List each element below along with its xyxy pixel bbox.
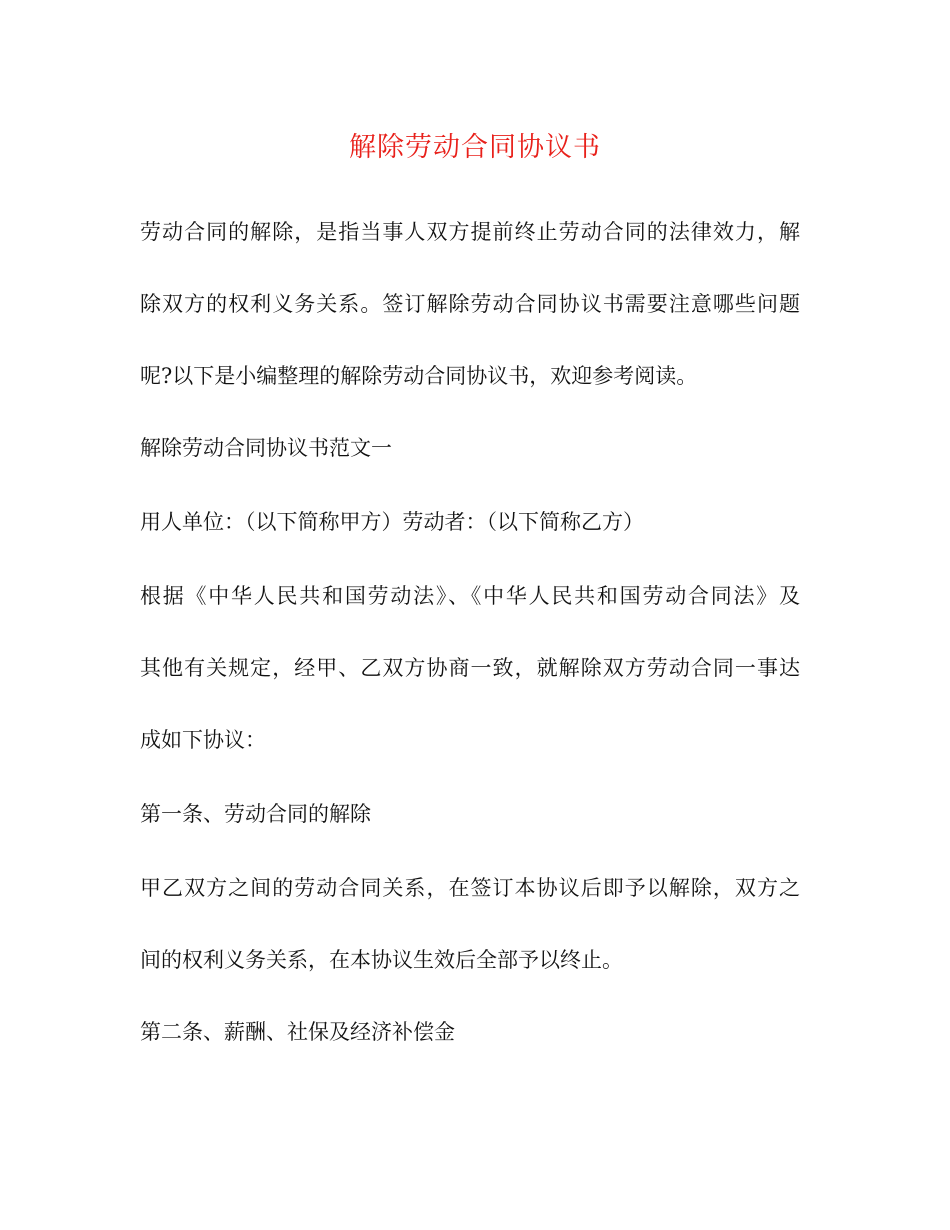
- section-heading: 解除劳动合同协议书范文一: [140, 436, 392, 460]
- paragraph-line: 根据《中华人民共和国劳动法》、《中华人民共和国劳动合同法》及: [140, 584, 800, 608]
- article-heading: 第二条、薪酬、社保及经济补偿金: [140, 1020, 455, 1044]
- document-title: 解除劳动合同协议书: [349, 132, 601, 163]
- paragraph-line: 除双方的权利义务关系。签订解除劳动合同协议书需要注意哪些问题: [140, 292, 800, 316]
- paragraph-line: 成如下协议：: [140, 728, 266, 752]
- paragraph-line: 间的权利义务关系，在本协议生效后全部予以终止。: [140, 948, 623, 972]
- article-heading: 第一条、劳动合同的解除: [140, 802, 371, 826]
- paragraph-line: 甲乙双方之间的劳动合同关系，在签订本协议后即予以解除，双方之: [140, 876, 800, 900]
- paragraph-line: 呢?以下是小编整理的解除劳动合同协议书，欢迎参考阅读。: [140, 364, 698, 388]
- paragraph-line: 劳动合同的解除，是指当事人双方提前终止劳动合同的法律效力，解: [140, 220, 800, 244]
- party-line: 用人单位：（以下简称甲方）劳动者：（以下简称乙方）: [140, 510, 644, 534]
- paragraph-line: 其他有关规定，经甲、乙双方协商一致，就解除双方劳动合同一事达: [140, 656, 800, 680]
